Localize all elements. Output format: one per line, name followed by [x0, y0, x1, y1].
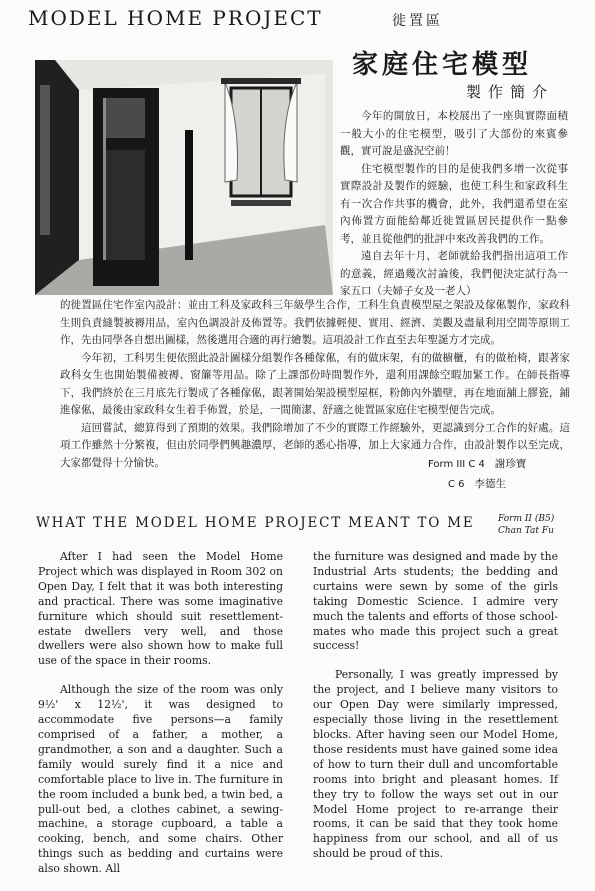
zh-article-subtitle: 製作簡介	[466, 83, 555, 101]
zh-article-column	[340, 108, 568, 301]
signature-name: 李德生	[474, 478, 507, 490]
zh-signature	[448, 476, 506, 491]
en-author-form: Form II (B5)	[498, 514, 555, 524]
zh-paragraph: 的徙置區住宅作室內設計：並由工科及家政科三年級學生合作，工科生負責模型屋之架設及傢俬製作，家政科生則負責縫製被褥用品，室內色調設計及佈置等。我們依據輕便、實用、經濟、美觀及盡量利用空間等原則工作，先由同學各自想出圖樣，然後選用合適的再行繪製。這項設計工作直至去年聖誕方才完成。	[60, 299, 570, 346]
model-home-photo	[35, 60, 333, 295]
en-paragraph: Personally, I was greatly impressed by the project, and I believe many visitors to our Open Day were similarly impressed, especially those living in the resettlement blocks. After having seen our Model Home, those residents must have gained some idea of how to turn their dull and uncomfortable rooms into bright and pleasant homes. If they try to follow the ways set out in our Model Home project to re-arrange their rooms, it can be said that they took home happiness from our school, and all of us should be proud of this.	[313, 668, 558, 861]
en-byline	[498, 513, 554, 537]
masthead-title: MODEL HOME PROJECT	[28, 6, 323, 30]
en-author-name: Chan Tat Fu	[498, 526, 554, 536]
zh-paragraph: 這回嘗試，總算得到了預期的效果。我們除增加了不少的實際工作經驗外，更認識到分工合作的好處。這項工作雖然十分繁複，但由於同學們興趣濃厚，老師的悉心指導，加上大家通力合作，由設計製作以至完成，大家都覺得十分愉快。	[60, 421, 570, 469]
zh-article-body	[60, 297, 570, 472]
zh-paragraph: 今年的開放日，本校展出了一座與實際面積一般大小的住宅模型，吸引了大部份的來賓參觀，實可說是盛況空前！	[340, 110, 568, 157]
en-paragraph: After I had seen the Model Home Project which was displayed in Room 302 on Open Day, I felt that it was both interesting and practical. There was some imaginative furniture which should suit resettlement-estate dwellers very well, and those dwellers were also shown how to make full use of the space in their rooms.	[38, 550, 283, 668]
zh-paragraph: 住宅模型製作的目的是使我們多增一次從事實際設計及製作的經驗，也使工科生和家政科生有一次合作共事的機會，此外，我們還希望在室內佈置方面能給鄰近徙置區居民提供作一點參考，並且從他們的批評中來改善我們的工作。	[340, 162, 568, 245]
zh-paragraph: 今年初，工科男生便依照此設計圖樣分組製作各種傢俬，有的做床架，有的做櫥櫃，有的做枱椅，跟著家政科女生也開始製備被褥、窗簾等用品。除了上課部份時間製作外，還利用課餘空暇加緊工作。在師長指導下，我們終於在三月底先行製成了各種傢俬，跟著開始架設模型屋框，粉飾內外牆壁，再在地面舖上膠瓷，鋪進傢俬，最後由家政科女生着手佈置，於是，一間簡潔、舒適之徙置區家庭住宅模型便告完成。	[60, 351, 570, 416]
en-paragraph: the furniture was designed and made by the Industrial Arts students; the bedding and curtains were sewn by some of the girls taking Domestic Science. I admire very much the talents and efforts of those school-mates who made this project such a great success!	[313, 550, 558, 653]
signature-name: 謝珍寶	[494, 458, 527, 470]
en-column-left	[38, 550, 283, 891]
zh-signature	[428, 456, 526, 471]
signature-form: C 6	[448, 479, 465, 490]
zh-department-label: 徙置區	[392, 13, 443, 29]
en-paragraph: Although the size of the room was only 9½' x 12½', it was designed to accommodate five persons—a family comprised of a father, a mother, a grandmother, a son and a daughter. Such a family would surely find it a nice and comfortable place to live in. The furniture in the room included a bunk bed, a twin bed, a pull-out bed, a clothes cabinet, a sewing-machine, a storage cupboard, a table a cooking, bench, and some chairs. Other things such as bedding and curtains were also shown. All	[38, 683, 283, 876]
zh-paragraph: 遠自去年十月，老師就給我們指出這項工作的意義，經過幾次討論後，我們便決定試行為一家五口（夫婦子女及一老人）	[340, 250, 568, 297]
en-article-title: WHAT THE MODEL HOME PROJECT MEANT TO ME	[36, 515, 475, 531]
signature-form: Form III C 4	[428, 459, 485, 470]
zh-article-title: 家庭住宅模型	[352, 50, 533, 80]
en-column-right	[313, 550, 558, 876]
